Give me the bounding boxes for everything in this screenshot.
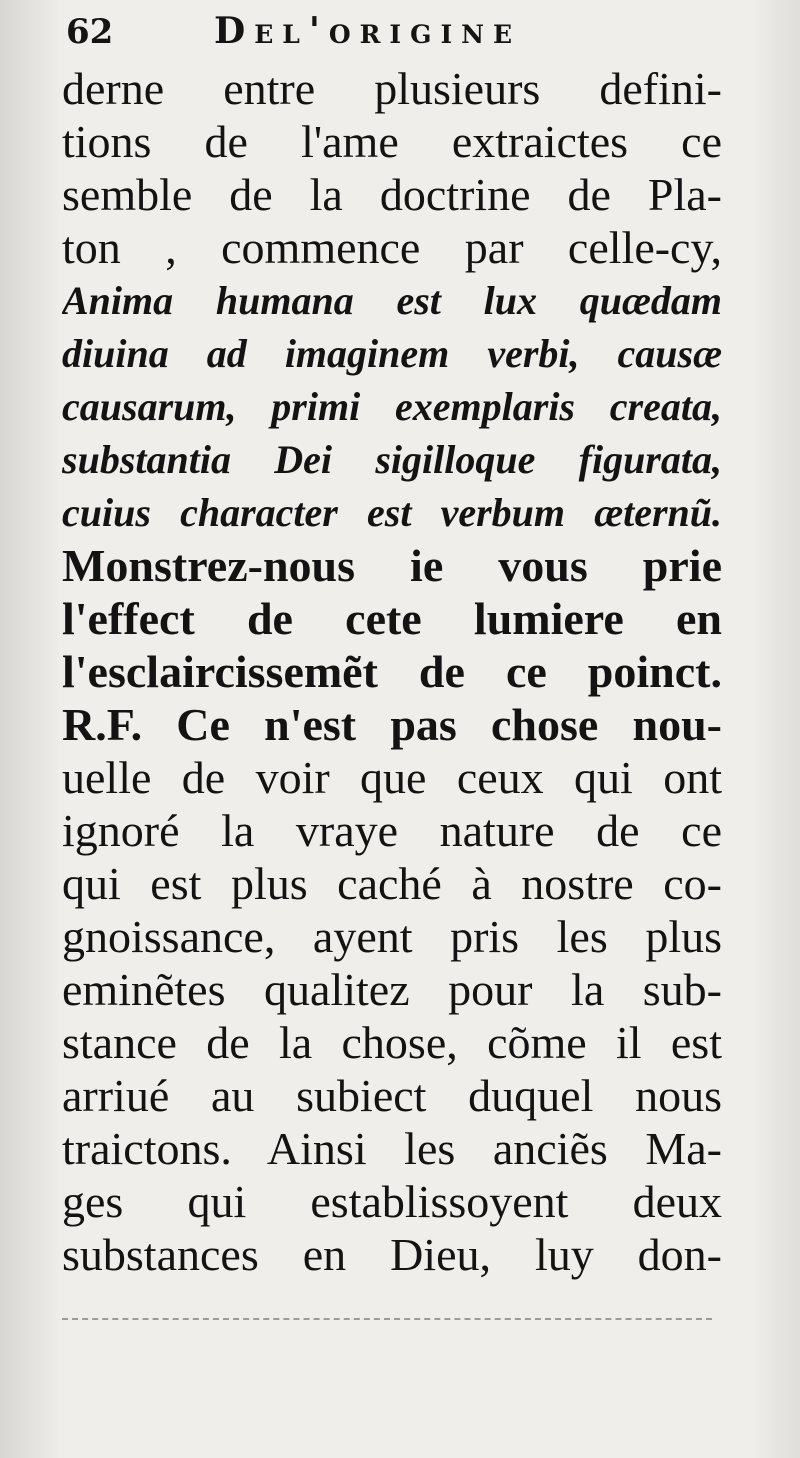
text-line: eminẽtes qualitez pour la sub- <box>62 964 722 1015</box>
running-head: Del'origine <box>214 10 522 52</box>
text-line: uelle de voir que ceux qui ont <box>62 752 722 803</box>
body-text <box>62 62 722 1281</box>
text-line: ignoré la vraye nature de ce <box>62 805 722 856</box>
text-line: ges qui establissoyent deux <box>62 1176 722 1227</box>
text-line: ton , commence par celle-cy, <box>62 222 722 273</box>
text-line: derne entre plusieurs defini- <box>62 63 722 114</box>
text-line: R.F. Ce n'est pas chose nou- <box>62 699 722 750</box>
page-edge-shadow <box>752 0 800 1458</box>
text-line: semble de la doctrine de Pla- <box>62 169 722 220</box>
text-line: arriué au subiect duquel nous <box>62 1070 722 1121</box>
gutter-shadow <box>0 0 62 1458</box>
text-line: stance de la chose, cõme il est <box>62 1017 722 1068</box>
text-line: qui est plus caché à nostre co- <box>62 858 722 909</box>
text-line: traictons. Ainsi les anciẽs Ma- <box>62 1123 722 1174</box>
bottom-rule <box>62 1318 712 1320</box>
text-line: l'esclaircissemẽt de ce poinct. <box>62 646 722 697</box>
text-line: Monstrez-nous ie vous prie <box>62 540 722 591</box>
latin-quote-line: cuius character est verbum æternũ. <box>62 490 722 535</box>
text-line: gnoissance, ayent pris les plus <box>62 911 722 962</box>
text-line: l'effect de cete lumiere en <box>62 593 722 644</box>
latin-quote-line: substantia Dei sigilloque figurata, <box>62 437 722 482</box>
latin-quote-line: causarum, primi exemplaris creata, <box>62 384 722 429</box>
latin-quote-line: diuina ad imaginem verbi, causæ <box>62 331 722 376</box>
page-header <box>64 2 724 54</box>
latin-quote-line: Anima humana est lux quædam <box>62 278 722 323</box>
page-number: 62 <box>66 12 114 52</box>
text-line: tions de l'ame extraictes ce <box>62 116 722 167</box>
text-line: substances en Dieu, luy don- <box>62 1229 722 1280</box>
